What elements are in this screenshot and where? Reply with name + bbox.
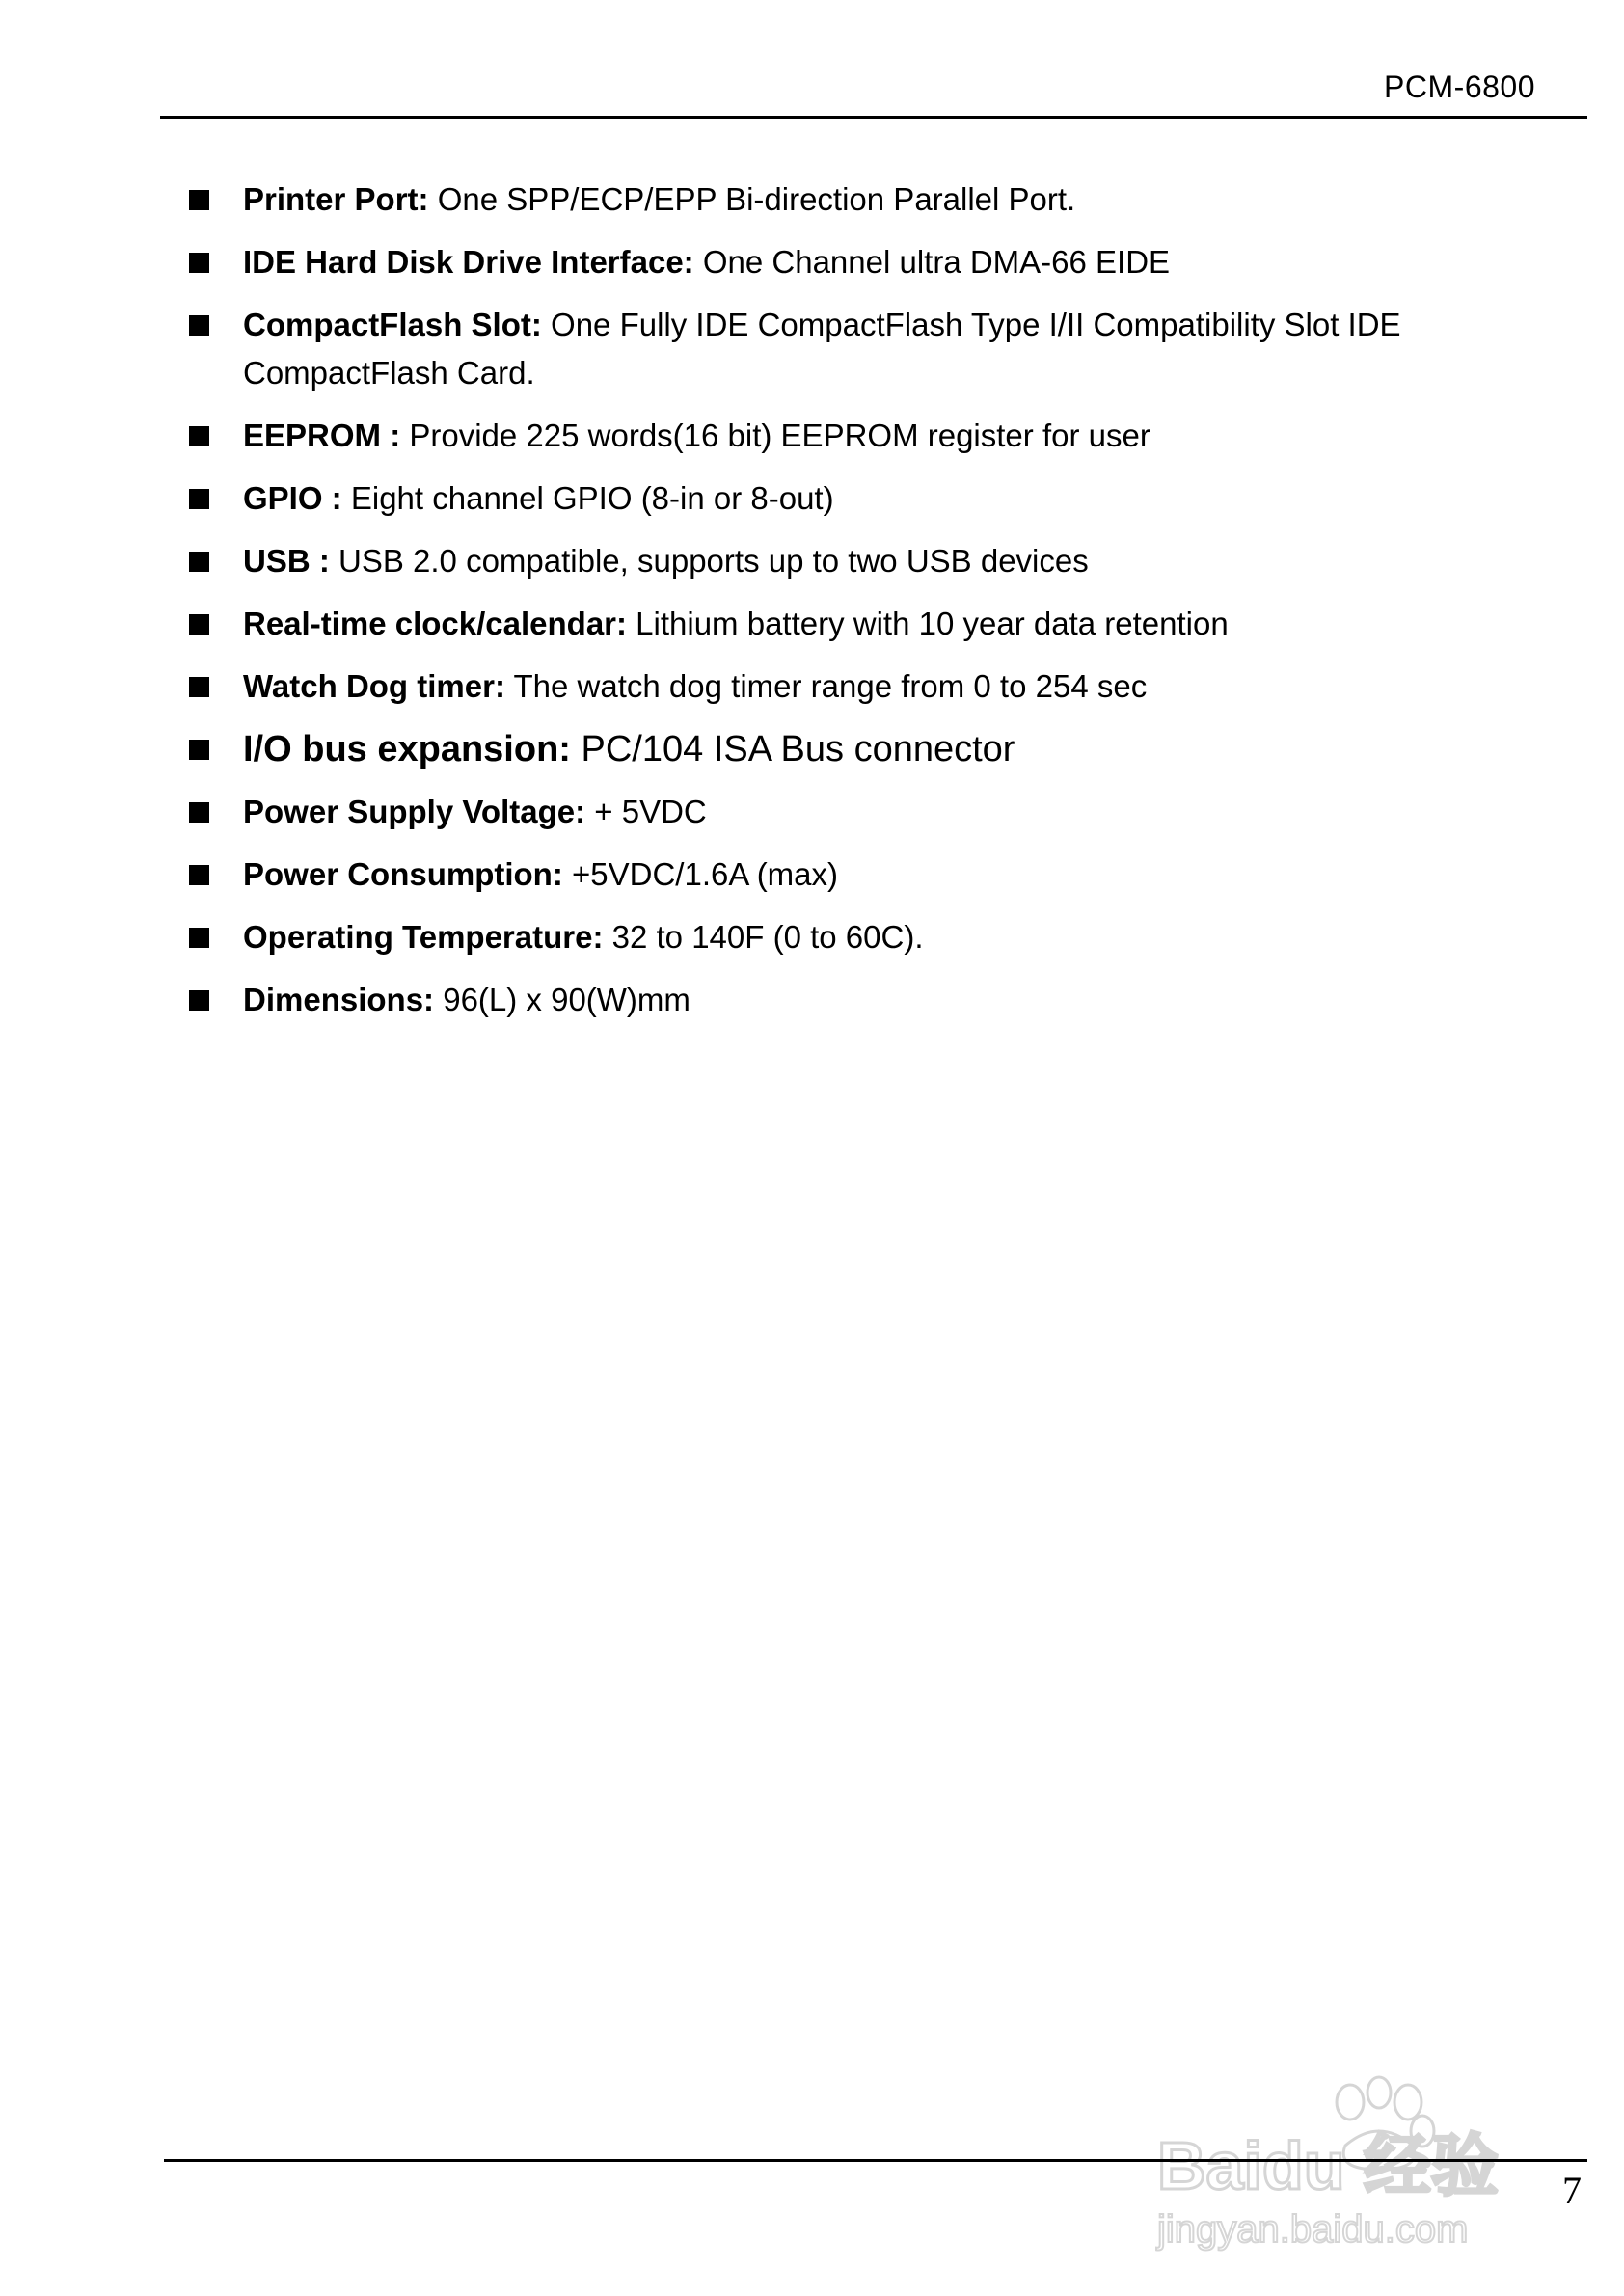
spec-label: Power Supply Voltage: <box>243 794 586 829</box>
spec-label: Watch Dog timer: <box>243 668 505 704</box>
spec-item-rtc <box>189 600 1529 648</box>
spec-label: USB : <box>243 543 330 579</box>
spec-text: One SPP/ECP/EPP Bi-direction Parallel Port. <box>428 181 1076 217</box>
spec-item-usb <box>189 537 1529 585</box>
spec-item-printer-port <box>189 176 1529 224</box>
spec-item-compactflash <box>189 301 1529 397</box>
spec-label: Power Consumption: <box>243 856 563 892</box>
spec-label: EEPROM : <box>243 418 401 453</box>
spec-item-power-consumption <box>189 851 1529 899</box>
square-bullet-icon <box>189 990 209 1011</box>
page-number: 7 <box>1562 2169 1582 2212</box>
spec-item-gpio <box>189 474 1529 523</box>
spec-text: +5VDC/1.6A (max) <box>562 856 839 892</box>
spec-item-eeprom <box>189 412 1529 460</box>
spec-text: PC/104 ISA Bus connector <box>570 729 1015 770</box>
square-bullet-icon <box>189 928 209 948</box>
spec-text: Eight channel GPIO (8-in or 8-out) <box>341 480 834 516</box>
header-rule <box>160 116 1587 119</box>
spec-item-ide-interface <box>189 238 1529 286</box>
spec-label: I/O bus expansion: <box>243 729 571 770</box>
spec-label: Operating Temperature: <box>243 919 604 955</box>
square-bullet-icon <box>189 426 209 446</box>
square-bullet-icon <box>189 614 209 635</box>
square-bullet-icon <box>189 802 209 823</box>
spec-label: Printer Port: <box>243 181 429 217</box>
watermark-url: jingyan.baidu.com <box>1157 2208 1469 2251</box>
spec-text: One Channel ultra DMA-66 EIDE <box>693 244 1171 280</box>
square-bullet-icon <box>189 253 209 273</box>
spec-label: CompactFlash Slot: <box>243 307 542 342</box>
spec-item-power-supply <box>189 788 1529 836</box>
spec-text: USB 2.0 compatible, supports up to two USB devices <box>329 543 1089 579</box>
spec-text: Provide 225 words(16 bit) EEPROM register for user <box>400 418 1150 453</box>
spec-text: Lithium battery with 10 year data retention <box>627 606 1229 641</box>
spec-item-dimensions <box>189 976 1529 1024</box>
square-bullet-icon <box>189 740 209 760</box>
watermark-brand: Baidu 经验 <box>1157 2128 1499 2203</box>
spec-text: One Fully IDE CompactFlash Type I/II Compatibility Slot IDE CompactFlash Card. <box>243 307 1401 391</box>
square-bullet-icon <box>189 190 209 210</box>
spec-text: 96(L) x 90(W)mm <box>434 982 690 1017</box>
spec-item-operating-temp <box>189 913 1529 961</box>
footer-rule <box>164 2159 1587 2162</box>
square-bullet-icon <box>189 865 209 885</box>
spec-text: The watch dog timer range from 0 to 254 sec <box>504 668 1148 704</box>
spec-item-watchdog <box>189 662 1529 711</box>
spec-list <box>189 176 1529 1039</box>
spec-label: Dimensions: <box>243 982 435 1017</box>
spec-text: 32 to 140F (0 to 60C). <box>603 919 924 955</box>
square-bullet-icon <box>189 677 209 697</box>
spec-label: IDE Hard Disk Drive Interface: <box>243 244 694 280</box>
spec-text: + 5VDC <box>585 794 707 829</box>
spec-item-io-bus <box>189 725 1529 773</box>
spec-label: GPIO : <box>243 480 342 516</box>
square-bullet-icon <box>189 552 209 572</box>
square-bullet-icon <box>189 315 209 336</box>
header-title: PCM-6800 <box>1384 69 1535 104</box>
spec-label: Real-time clock/calendar: <box>243 606 627 641</box>
square-bullet-icon <box>189 489 209 509</box>
